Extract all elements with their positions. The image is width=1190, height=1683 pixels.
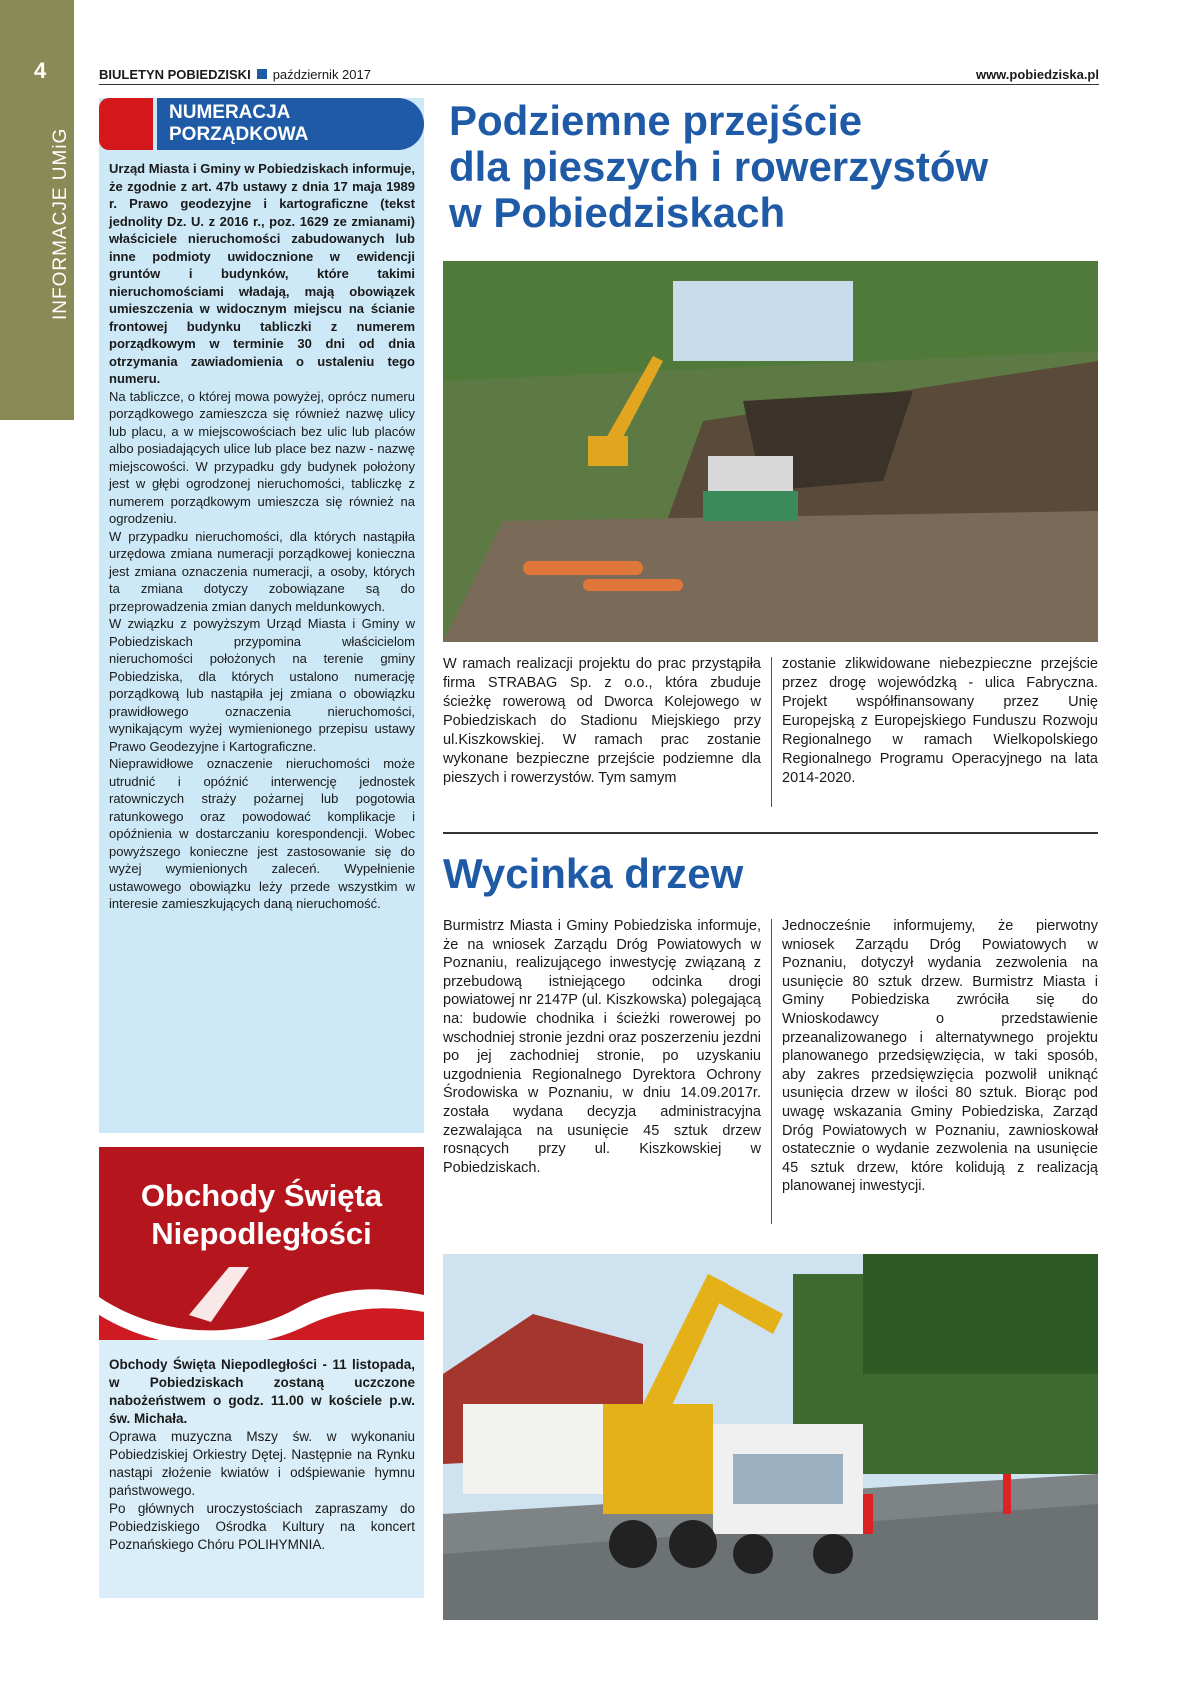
road-construction-photo (443, 1254, 1098, 1620)
numbering-paragraph: W przypadku nieruchomości, dla których nastąpiła urzędowa zmiana numeracji porządkowej konieczna jest zmiana oznaczenia numeracji, a osoby, których ta zmiana dotyczy zobowiązane są do przeprowadzenia zmian danych meldunkowych. (109, 528, 415, 614)
numbering-header (99, 98, 424, 150)
issue-date: październik 2017 (272, 66, 371, 82)
independence-day-bold: Obchody Święta Niepodległości - 11 listopada, w Pobiedziskach zostaną uczczone nabożeństwem o godz. 11.00 w kościele p.w. św. Michała. (109, 1357, 415, 1426)
page-number: 4 (34, 58, 47, 83)
independence-day-paragraph: Oprawa muzyczna Mszy św. w wykonaniu Pobiedziskiej Orkiestry Dętej. Następnie na Rynku nastąpi złożenie kwiatów i odśpiewanie hymnu państwowego. (109, 1429, 415, 1498)
numbering-paragraph: Nieprawidłowe oznaczenie nieruchomości może utrudnić i opóźnić interwencję jednostek ratowniczych straży pożarnej lub pogotowia ratunkowego oraz powodować komplikacje i opóźnienia w dostarczaniu korespondencji. Wobec powyższego konieczne jest zastosowanie się do wyżej wymienionych zaleceń. Wypełnienie ustawowego obowiązku leży przede wszystkim w interesie zamieszkujących daną nieruchomość. (109, 756, 415, 911)
article1-headline (449, 98, 1099, 236)
independence-day-banner (99, 1147, 424, 1340)
excavation-site-photo (443, 261, 1098, 642)
polish-flag-ribbon (99, 1267, 424, 1340)
section-side-band (0, 0, 74, 420)
banner-line1: Obchody Święta (140, 1178, 383, 1213)
article1-body (443, 655, 1098, 805)
article2-headline: Wycinka drzew (443, 850, 744, 897)
independence-day-title (99, 1177, 424, 1253)
section-label: INFORMACJE UMiG (50, 127, 71, 320)
independence-day-info (99, 1340, 424, 1598)
red-tab-decoration (99, 98, 153, 150)
independence-day-paragraph: Po głównych uroczystościach zapraszamy do Pobiedziskiego Ośrodka Kultury na koncert Poznańskiego Chóru POLIHYMNIA. (109, 1501, 415, 1552)
article2-column-right: Jednocześnie informujemy, że pierwotny wniosek Zarządu Dróg Powiatowych w Poznaniu, dotyczył wydania zezwolenia na usunięcie 80 sztuk drzew. Burmistrz Miasta i Gminy Pobiedziska zwróciła się do Wnioskodawcy o przedstawienie przeanalizowanego i alternatywnego projektu planowanego przedsięwzięcia, w taki sposób, aby zakres przedsięwzięcia pozwolił uniknąć usunięcia drzew w ilości 80 sztuk. Biorąc pod uwagę wskazania Gminy Pobiedziska, Zarząd Dróg Powiatowych w Poznaniu, zawnioskował ostatecznie o wydanie zezwolenia na usunięcie 45 sztuk drzew, które kolidują z realizacją planowanej inwestycji. (782, 918, 1098, 1195)
banner-line2: Niepodległości (151, 1216, 372, 1251)
independence-day-body (109, 1356, 415, 1554)
article1-column-right: zostanie zlikwidowane niebezpieczne przejście przez drogę wojewódzką - ulica Fabryczna. Projekt współfinansowany przez Unię Europejską z Europejskiego Funduszu Rozwoju Regionalnego w ramach Wielkopolskiego Regionalnego Programu Operacyjnego na lata 2014-2020. (782, 656, 1098, 786)
headline-line: w Pobiedziskach (449, 189, 786, 236)
section-divider (443, 832, 1098, 834)
website-link[interactable]: www.pobiedziska.pl (975, 66, 1099, 82)
numbering-body (109, 160, 415, 913)
headline-line: dla pieszych i rowerzystów (449, 143, 989, 190)
blue-square-icon (257, 69, 267, 79)
numbering-title-line2: PORZĄDKOWA (169, 124, 309, 145)
bulletin-title: BIULETYN POBIEDZISKI (99, 66, 251, 82)
running-header (99, 64, 1099, 85)
article1-column-left: W ramach realizacji projektu do prac przystąpiła firma STRABAG Sp. z o.o., która zbuduje ścieżkę rowerową od Dworca Kolejowego w Pobiedziskach do Stadionu Miejskiego przy ul.Kiszkowskiej. W ramach prac zostanie wykonane bezpieczne przejście podziemne dla pieszych i rowerzystów. Tym samym (443, 656, 761, 786)
numbering-notice-box (99, 98, 424, 1133)
numbering-title-line1: NUMERACJA (169, 102, 291, 123)
numbering-title (157, 98, 424, 150)
column-divider (771, 919, 772, 1224)
headline-line: Podziemne przejście (449, 97, 863, 144)
numbering-paragraph: Urząd Miasta i Gminy w Pobiedziskach informuje, że zgodnie z art. 47b ustawy z dnia 17 maja 1989 r. Prawo geodezyjne i kartograficzne (tekst jednolity Dz. U. z 2016 r., poz. 1629 ze zmianami) właściciele nieruchomości zabudowanych lub inne podmioty uwidocznione w ewidencji gruntów i budynków, które takimi nieruchomościami władają, mają obowiązek umieszczenia w widocznym miejscu na ścianie frontowej budynku tabliczki z numerem porządkowym w terminie 30 dni od dnia otrzymania zawiadomienia o ustaleniu tego numeru. (109, 161, 415, 386)
numbering-paragraph: Na tabliczce, o której mowa powyżej, oprócz numeru porządkowego zamieszcza się również nazwę ulicy lub placu, a w miejscowościach bez ulic lub placów albo posiadających ulice lub place bez nazw - nazwę miejscowości. W przypadku gdy budynek położony jest w głębi ogrodzonej nieruchomości, tabliczkę z numerem porządkowym umieszcza się również na ogrodzeniu. (109, 388, 415, 526)
column-divider (771, 657, 772, 807)
numbering-paragraph: W związku z powyższym Urząd Miasta i Gminy w Pobiedziskach przypomina właścicielom nieruchomości położonych na terenie gminy Pobiedziska, dla których ustalono numerację porządkową lub nastąpiła jej zmiana o obowiązku prawidłowego oznaczenia nieruchomości, wynikającym wyżej wymienionego przepisu ustawy Prawo Geodezyjne i Kartograficzne. (109, 616, 415, 754)
article2-body (443, 917, 1098, 1227)
article2-column-left: Burmistrz Miasta i Gminy Pobiedziska informuje, że na wniosek Zarządu Dróg Powiatowych w Poznaniu, realizującego inwestycję związaną z przebudową istniejącego odcinka drogi powiatowej nr 2147P (ul. Kiszkowska) polegającą na: budowie chodnika i ścieżki rowerowej po wschodniej stronie jezdni oraz poszerzeniu jezdni po jej zachodniej stronie, po uzyskaniu uzgodnienia Regionalnego Dyrektora Ochrony Środowiska w Poznaniu, w dniu 14.09.2017r. została wydana decyzja administracyjna zezwalająca na usunięcie 45 sztuk drzew rosnących przy ul. Kiszkowskiej w Pobiedziskach. (443, 918, 761, 1176)
